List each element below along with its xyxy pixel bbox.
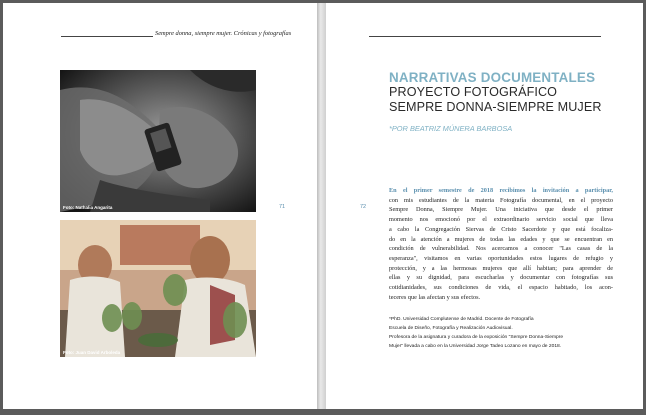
article-body <box>389 186 613 302</box>
body-line: cotidianidades, sus condiciones de vida, el espacio habitado, los acon- <box>389 284 613 292</box>
photo-women-image <box>60 220 256 357</box>
footnote-line: *PhD. Universidad Complutense de Madrid. Docente de Fotografía <box>389 317 534 322</box>
header-rule-right <box>369 36 601 37</box>
footnote-line: Profesora de la asignatura y curadora de la exposición "Sempre Donna-Siempre <box>389 334 564 340</box>
footnote-line: Mujer" llevada a cabo en la Universidad Jorge Tadeo Lozano en mayo de 2018. <box>389 343 562 349</box>
body-line: con mis estudiantes de la materia Fotografía documental, en el proyecto <box>389 196 613 204</box>
photo-credit-bottom: Foto: Juan David Arboleda <box>63 350 121 355</box>
author-footnote <box>389 316 629 352</box>
article-author: *POR BEATRIZ MÚNERA BARBOSA <box>389 124 513 133</box>
running-header: Sempre donna, siempre mujer. Crónicas y fotografías <box>155 30 292 37</box>
body-line: ellas y su dignidad, para escucharlas y documentar con fotografías sus <box>389 274 613 282</box>
left-page <box>3 3 317 409</box>
photo-hands-image <box>60 70 256 212</box>
photo-hands <box>60 70 256 212</box>
body-line: a cabo la Congregación Siervas de Cristo Sacerdote y que está focaliza- <box>389 225 613 233</box>
article-title-line2: PROYECTO FOTOGRÁFICO <box>389 85 558 99</box>
body-line: teceres que las afectan y sus efectos. <box>389 293 481 301</box>
body-line: condición de vulnerabilidad. Nos acercamos a conocer "Las casas de la <box>389 245 613 253</box>
footnote-line: Escuela de Diseño, Fotografía y Realización Audiovisual. <box>389 325 513 331</box>
body-line: esperanza", visitamos en varias oportunidades estos lugares de refugio y <box>389 254 613 262</box>
body-lead: En el primer semestre de 2018 recibimos la invitación a participar, <box>389 187 613 194</box>
page-number-left: 71 <box>279 204 286 210</box>
article-title-line3: SEMPRE DONNA-SIEMPRE MUJER <box>389 100 602 114</box>
body-line: do en la atención a mujeres de todas las edades y que se encuentran en <box>389 235 613 243</box>
photo-credit-top: Foto: Nathalia Angarita <box>63 205 113 210</box>
article-title-line1: NARRATIVAS DOCUMENTALES <box>389 70 596 85</box>
body-line: momento nos emocionó por el extraordinario servicio social que lleva <box>389 216 613 224</box>
body-line: Sempre Donna, Siempre Mujer. Una iniciativa que desde el primer <box>389 206 613 214</box>
book-spine <box>317 3 326 409</box>
body-line: protección, y a las hermosas mujeres que allí habitan; para aprender de <box>389 264 613 272</box>
right-page <box>326 3 643 409</box>
page-number-right: 72 <box>360 204 367 210</box>
photo-women <box>60 220 256 357</box>
